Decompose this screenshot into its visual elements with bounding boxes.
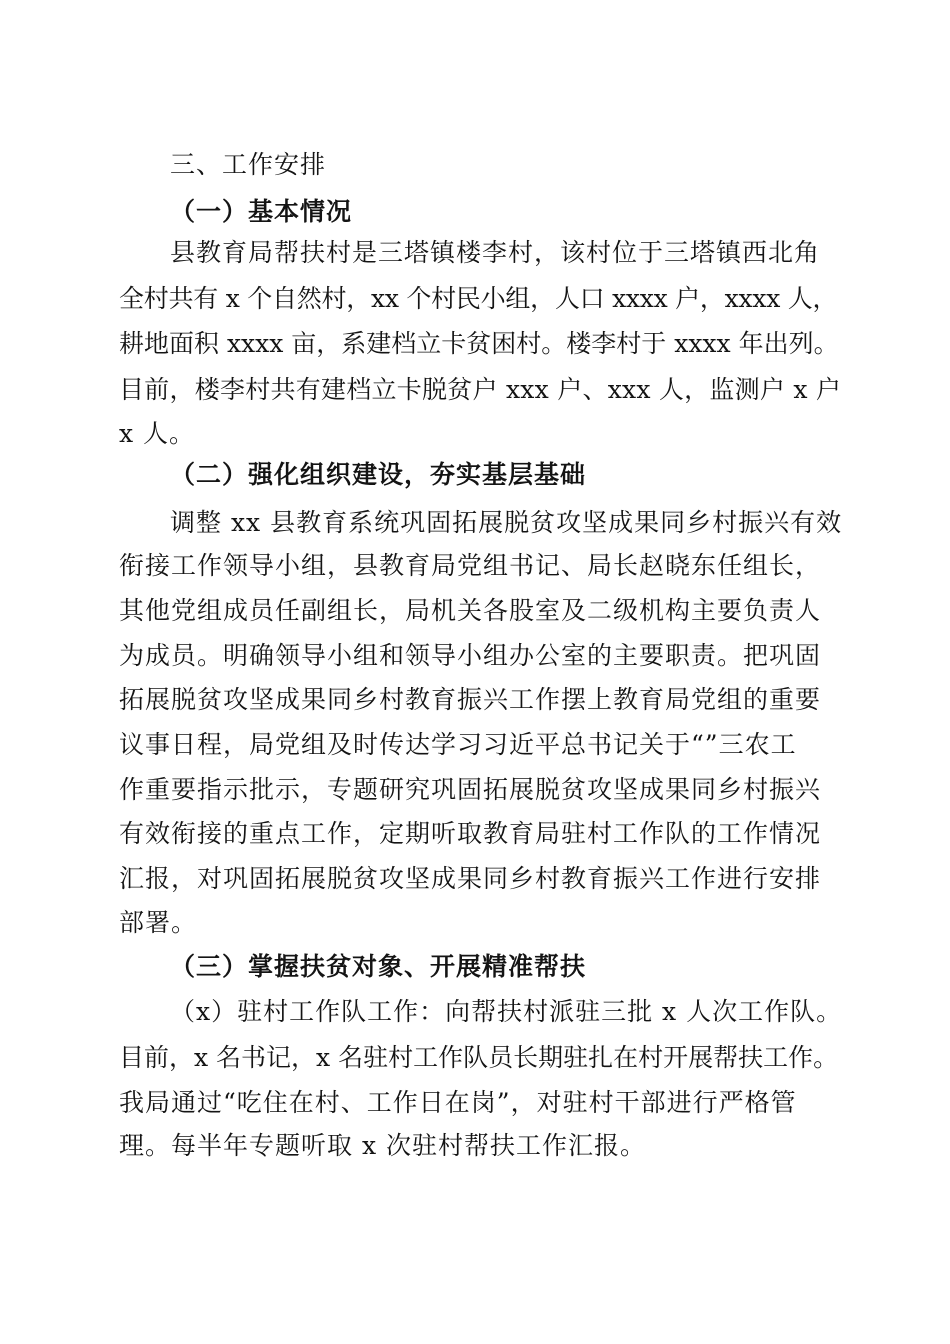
text-line: 全村共有 x 个自然村，xx 个村民小组，人口 xxxx 户，xxxx 人， (119, 284, 838, 313)
text-line: （x）驻村工作队工作：向帮扶村派驻三批 x 人次工作队。 (170, 997, 843, 1026)
text-line: 调整 xx 县教育系统巩固拓展脱贫攻坚成果同乡村振兴有效 (170, 508, 843, 537)
text-line: 理。每半年专题听取 x 次驻村帮扶工作汇报。 (119, 1131, 646, 1160)
text-line: 衔接工作领导小组，县教育局党组书记、局长赵晓东任组长， (119, 551, 822, 580)
subsection-title-3: （三）掌握扶贫对象、开展精准帮扶 (170, 952, 587, 981)
text-line: 目前，x 名书记，x 名驻村工作队员长期驻扎在村开展帮扶工作。 (119, 1043, 839, 1072)
text-line: 部署。 (119, 908, 198, 937)
text-line: 其他党组成员任副组长，局机关各股室及二级机构主要负责人 (119, 596, 822, 625)
text-line: 拓展脱贫攻坚成果同乡村教育振兴工作摆上教育局党组的重要 (119, 685, 822, 714)
text-line: 汇报，对巩固拓展脱贫攻坚成果同乡村教育振兴工作进行安排 (119, 864, 822, 893)
text-line: 作重要指示批示，专题研究巩固拓展脱贫攻坚成果同乡村振兴 (119, 775, 822, 804)
text-line: 有效衔接的重点工作，定期听取教育局驻村工作队的工作情况 (119, 819, 822, 848)
subsection-title-2: （二）强化组织建设，夯实基层基础 (170, 460, 587, 489)
text-line: 议事日程，局党组及时传达学习习近平总书记关于“”三农工 (119, 730, 797, 759)
text-line: x 人。 (119, 419, 196, 448)
text-line: 耕地面积 xxxx 亩，系建档立卡贫困村。楼李村于 xxxx 年出列。 (119, 329, 839, 358)
text-line: 县教育局帮扶村是三塔镇楼李村，该村位于三塔镇西北角 (170, 238, 821, 267)
text-line: 我局通过“吃住在村、工作日在岗”，对驻村干部进行严格管 (119, 1088, 797, 1117)
section-heading: 三、工作安排 (170, 150, 327, 179)
subsection-title-1: （一）基本情况 (170, 197, 353, 226)
text-line: 目前，楼李村共有建档立卡脱贫户 xxx 户、xxx 人，监测户 x 户 (119, 375, 842, 404)
text-line: 为成员。明确领导小组和领导小组办公室的主要职责。把巩固 (119, 641, 822, 670)
